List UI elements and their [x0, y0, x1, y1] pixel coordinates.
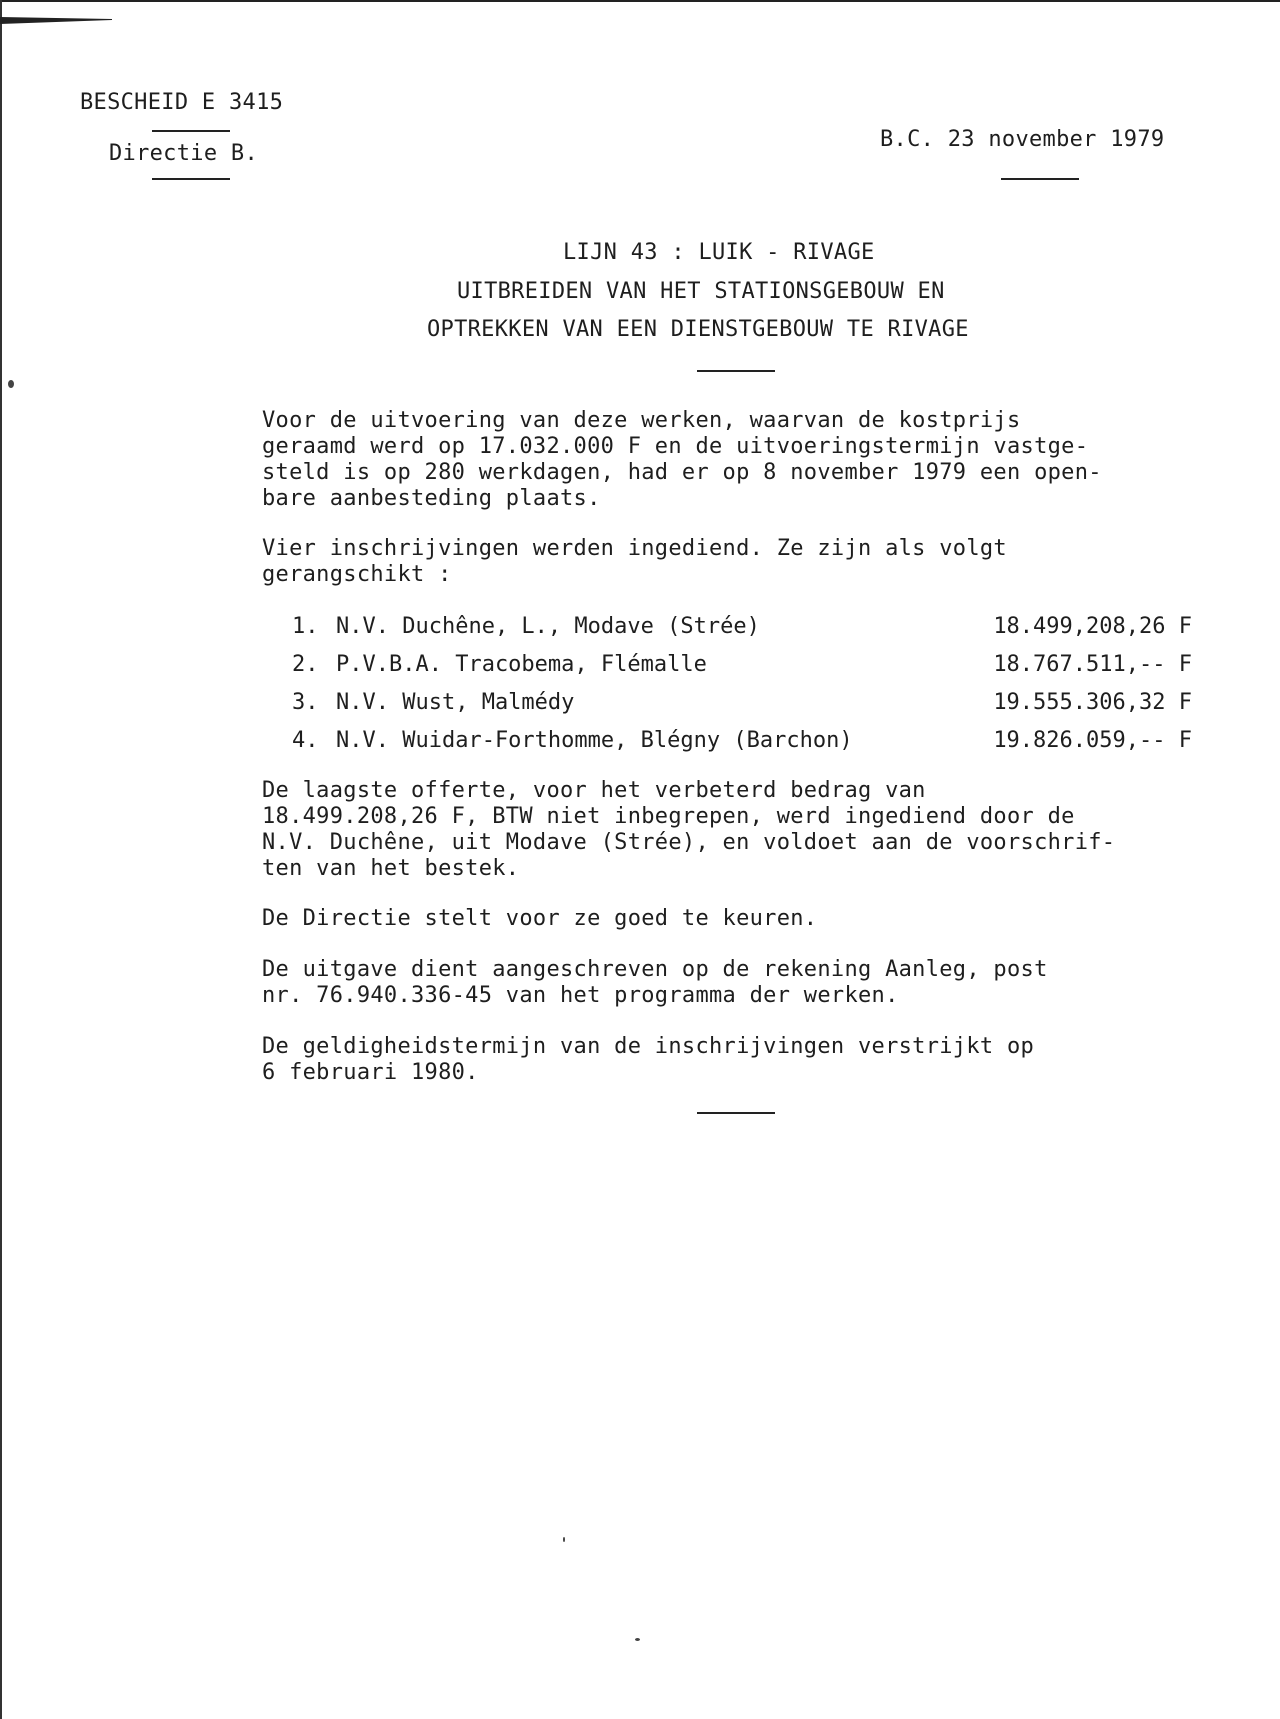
- bidder-name: N.V. Wust, Malmédy: [336, 690, 575, 715]
- bidder-name: N.V. Duchêne, L., Modave (Strée): [336, 614, 760, 639]
- directorate-underline: [152, 178, 230, 180]
- bid-row: [292, 652, 1192, 682]
- title-line-1: LIJN 43 : LUIK - RIVAGE: [563, 240, 875, 265]
- corner-mark: [0, 16, 112, 24]
- reference-underline: [152, 130, 230, 132]
- bid-amount: 18.499,208,26 F: [993, 614, 1192, 639]
- bid-row: [292, 728, 1192, 758]
- bid-rank: 2.: [292, 652, 319, 677]
- title-line-2: UITBREIDEN VAN HET STATIONSGEBOUW EN: [457, 279, 945, 304]
- bidder-name: N.V. Wuidar-Forthomme, Blégny (Barchon): [336, 728, 853, 753]
- reference-number: BESCHEID E 3415: [80, 90, 284, 115]
- bidder-name: P.V.B.A. Tracobema, Flémalle: [336, 652, 707, 677]
- proposal-paragraph: De Directie stelt voor ze goed te keuren.: [262, 906, 818, 931]
- page-top-edge: [0, 0, 1280, 2]
- bids-intro-paragraph: Vier inschrijvingen werden ingediend. Ze zijn als volgt gerangschikt :: [262, 536, 1007, 587]
- intro-paragraph: Voor de uitvoering van deze werken, waarvan de kostprijs geraamd werd op 17.032.000 F en de uitvoeringstermijn vastge- steld is op 280 werkdagen, had er op 8 november 1979 een open- bare aanbesteding plaats.: [262, 408, 1102, 511]
- bid-row: [292, 614, 1192, 644]
- directorate: Directie B.: [109, 141, 258, 166]
- bid-row: [292, 690, 1192, 720]
- scan-speck: [563, 1537, 565, 1542]
- page-left-edge: [0, 0, 2, 1719]
- scan-speck: [8, 380, 14, 388]
- closing-underline: [697, 1112, 775, 1114]
- title-line-3: OPTREKKEN VAN EEN DIENSTGEBOUW TE RIVAGE: [427, 317, 969, 342]
- lowest-offer-paragraph: De laagste offerte, voor het verbeterd bedrag van 18.499.208,26 F, BTW niet inbegrepen, werd ingediend door de N.V. Duchêne, uit Modave (Strée), en voldoet aan de voorschrif- ten van het bestek.: [262, 778, 1116, 881]
- expense-paragraph: De uitgave dient aangeschreven op de rekening Aanleg, post nr. 76.940.336-45 van het programma der werken.: [262, 957, 1048, 1008]
- place-date: B.C. 23 november 1979: [880, 127, 1165, 152]
- bid-amount: 19.555.306,32 F: [993, 690, 1192, 715]
- bid-amount: 19.826.059,-- F: [993, 728, 1192, 753]
- bid-rank: 4.: [292, 728, 319, 753]
- title-underline: [697, 370, 775, 372]
- bid-amount: 18.767.511,-- F: [993, 652, 1192, 677]
- date-underline: [1001, 178, 1079, 180]
- bid-rank: 1.: [292, 614, 319, 639]
- bid-rank: 3.: [292, 690, 319, 715]
- scan-speck: [635, 1638, 640, 1641]
- validity-paragraph: De geldigheidstermijn van de inschrijvingen verstrijkt op 6 februari 1980.: [262, 1034, 1035, 1085]
